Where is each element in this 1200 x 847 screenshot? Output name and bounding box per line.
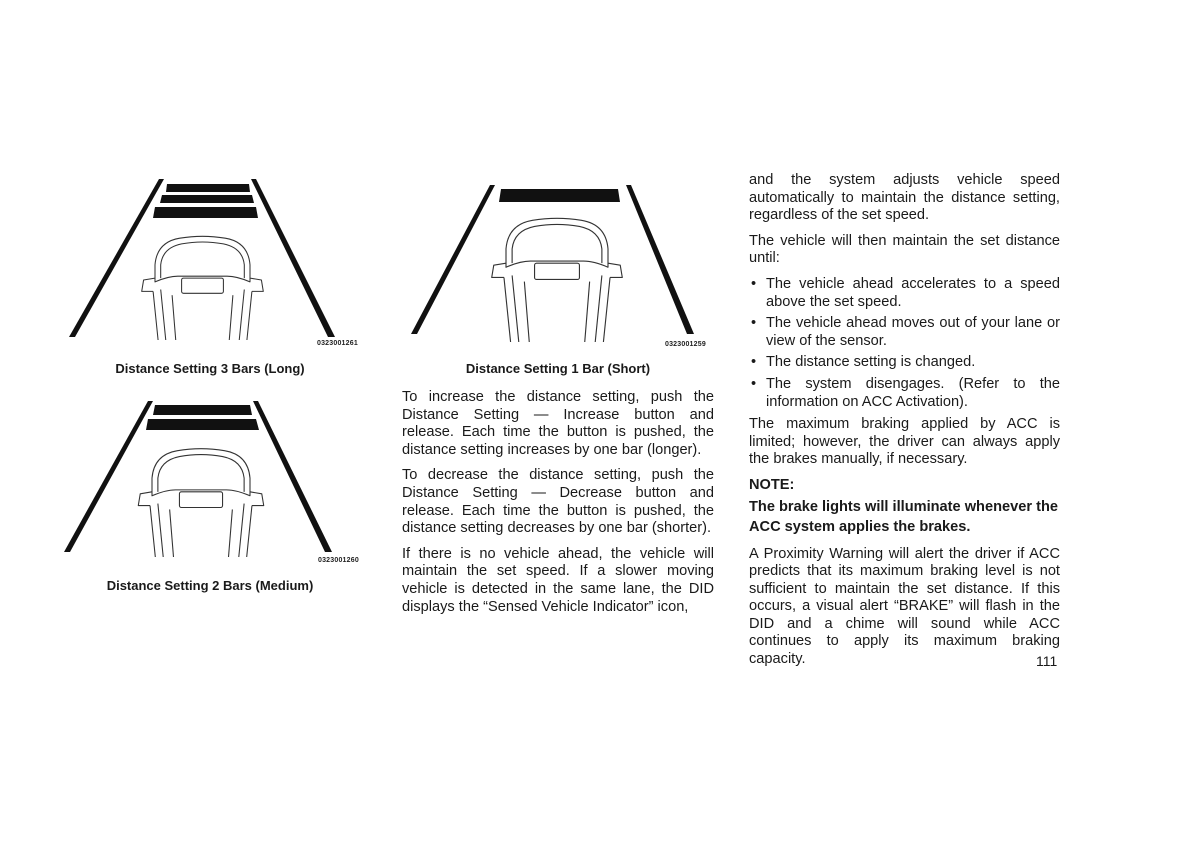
paragraph-decrease: To decrease the distance setting, push the Distance Setting — Decrease button and release. Each time the button is pushed, the distance setting decreases by one bar (shorter). [402, 467, 714, 537]
distance-bar-3 [153, 207, 258, 218]
distance-bar-1 [153, 405, 252, 415]
note-text: The brake lights will illuminate whenever the ACC system applies the brakes. [749, 498, 1058, 535]
list-item: • The system disengages. (Refer to the information on ACC Activation). [749, 376, 1060, 411]
figure-code: 0323001261 [317, 340, 358, 347]
figure-3-bars-illustration [65, 175, 365, 340]
car-rear-view [142, 236, 264, 340]
paragraph-proximity-warning: A Proximity Warning will alert the driver if ACC predicts that its maximum braking level is not sufficient to maintain the set distance. If this occurs, a visual alert “BRAKE” will flash in the DID and a chime will sound while ACC continues to apply its maximum braking capacity. [749, 545, 1060, 668]
right-column [749, 172, 1060, 677]
figure-3-bars [65, 175, 365, 347]
paragraph-increase: To increase the distance setting, push the Distance Setting — Increase button and release. Each time the button is pushed, the distance setting increases by one bar (longer). [402, 389, 714, 458]
note-heading: NOTE: [749, 476, 795, 493]
middle-column [402, 389, 714, 624]
paragraph-no-vehicle: If there is no vehicle ahead, the vehicle will maintain the set speed. If a slower moving vehicle is detected in the same lane, the DID displays the “Sensed Vehicle Indicator” icon, [402, 545, 714, 615]
distance-bar-2 [160, 195, 254, 203]
car-rear-view [138, 449, 263, 557]
conditions-list [749, 276, 1060, 411]
lane-line-left [411, 185, 495, 334]
figure-1-bar-illustration [408, 182, 718, 342]
figure-1-bar [408, 182, 718, 348]
distance-bar-1 [499, 189, 620, 202]
lane-line-right [251, 179, 335, 337]
list-item: • The vehicle ahead moves out of your lane or view of the sensor. [749, 315, 1060, 350]
distance-bar-1 [166, 184, 250, 192]
page-number: 111 [1036, 653, 1058, 669]
figure-caption-2-bars: Distance Setting 2 Bars (Medium) [106, 578, 314, 593]
figure-2-bars [60, 397, 370, 564]
list-item: • The vehicle ahead accelerates to a speed above the set speed. [749, 276, 1060, 311]
distance-bar-2 [146, 419, 259, 430]
figure-caption-1-bar: Distance Setting 1 Bar (Short) [465, 361, 651, 376]
lane-line-right [626, 185, 694, 334]
figure-code: 0323001259 [665, 341, 706, 348]
figure-2-bars-illustration [60, 397, 370, 557]
list-item: • The distance setting is changed. [749, 354, 1060, 372]
lane-line-right [253, 401, 332, 552]
paragraph-maintain-until: The vehicle will then maintain the set distance until: [749, 232, 1060, 267]
paragraph-adjusts-speed: and the system adjusts vehicle speed automatically to maintain the distance setting, regardless of the set speed. [749, 172, 1060, 224]
figure-caption-3-bars: Distance Setting 3 Bars (Long) [115, 361, 305, 376]
figure-code: 0323001260 [318, 557, 359, 564]
lane-line-left [69, 179, 164, 337]
paragraph-max-braking: The maximum braking applied by ACC is limited; however, the driver can always apply the brakes manually, if necessary. [749, 416, 1060, 468]
lane-line-left [64, 401, 153, 552]
car-rear-view [492, 218, 623, 342]
